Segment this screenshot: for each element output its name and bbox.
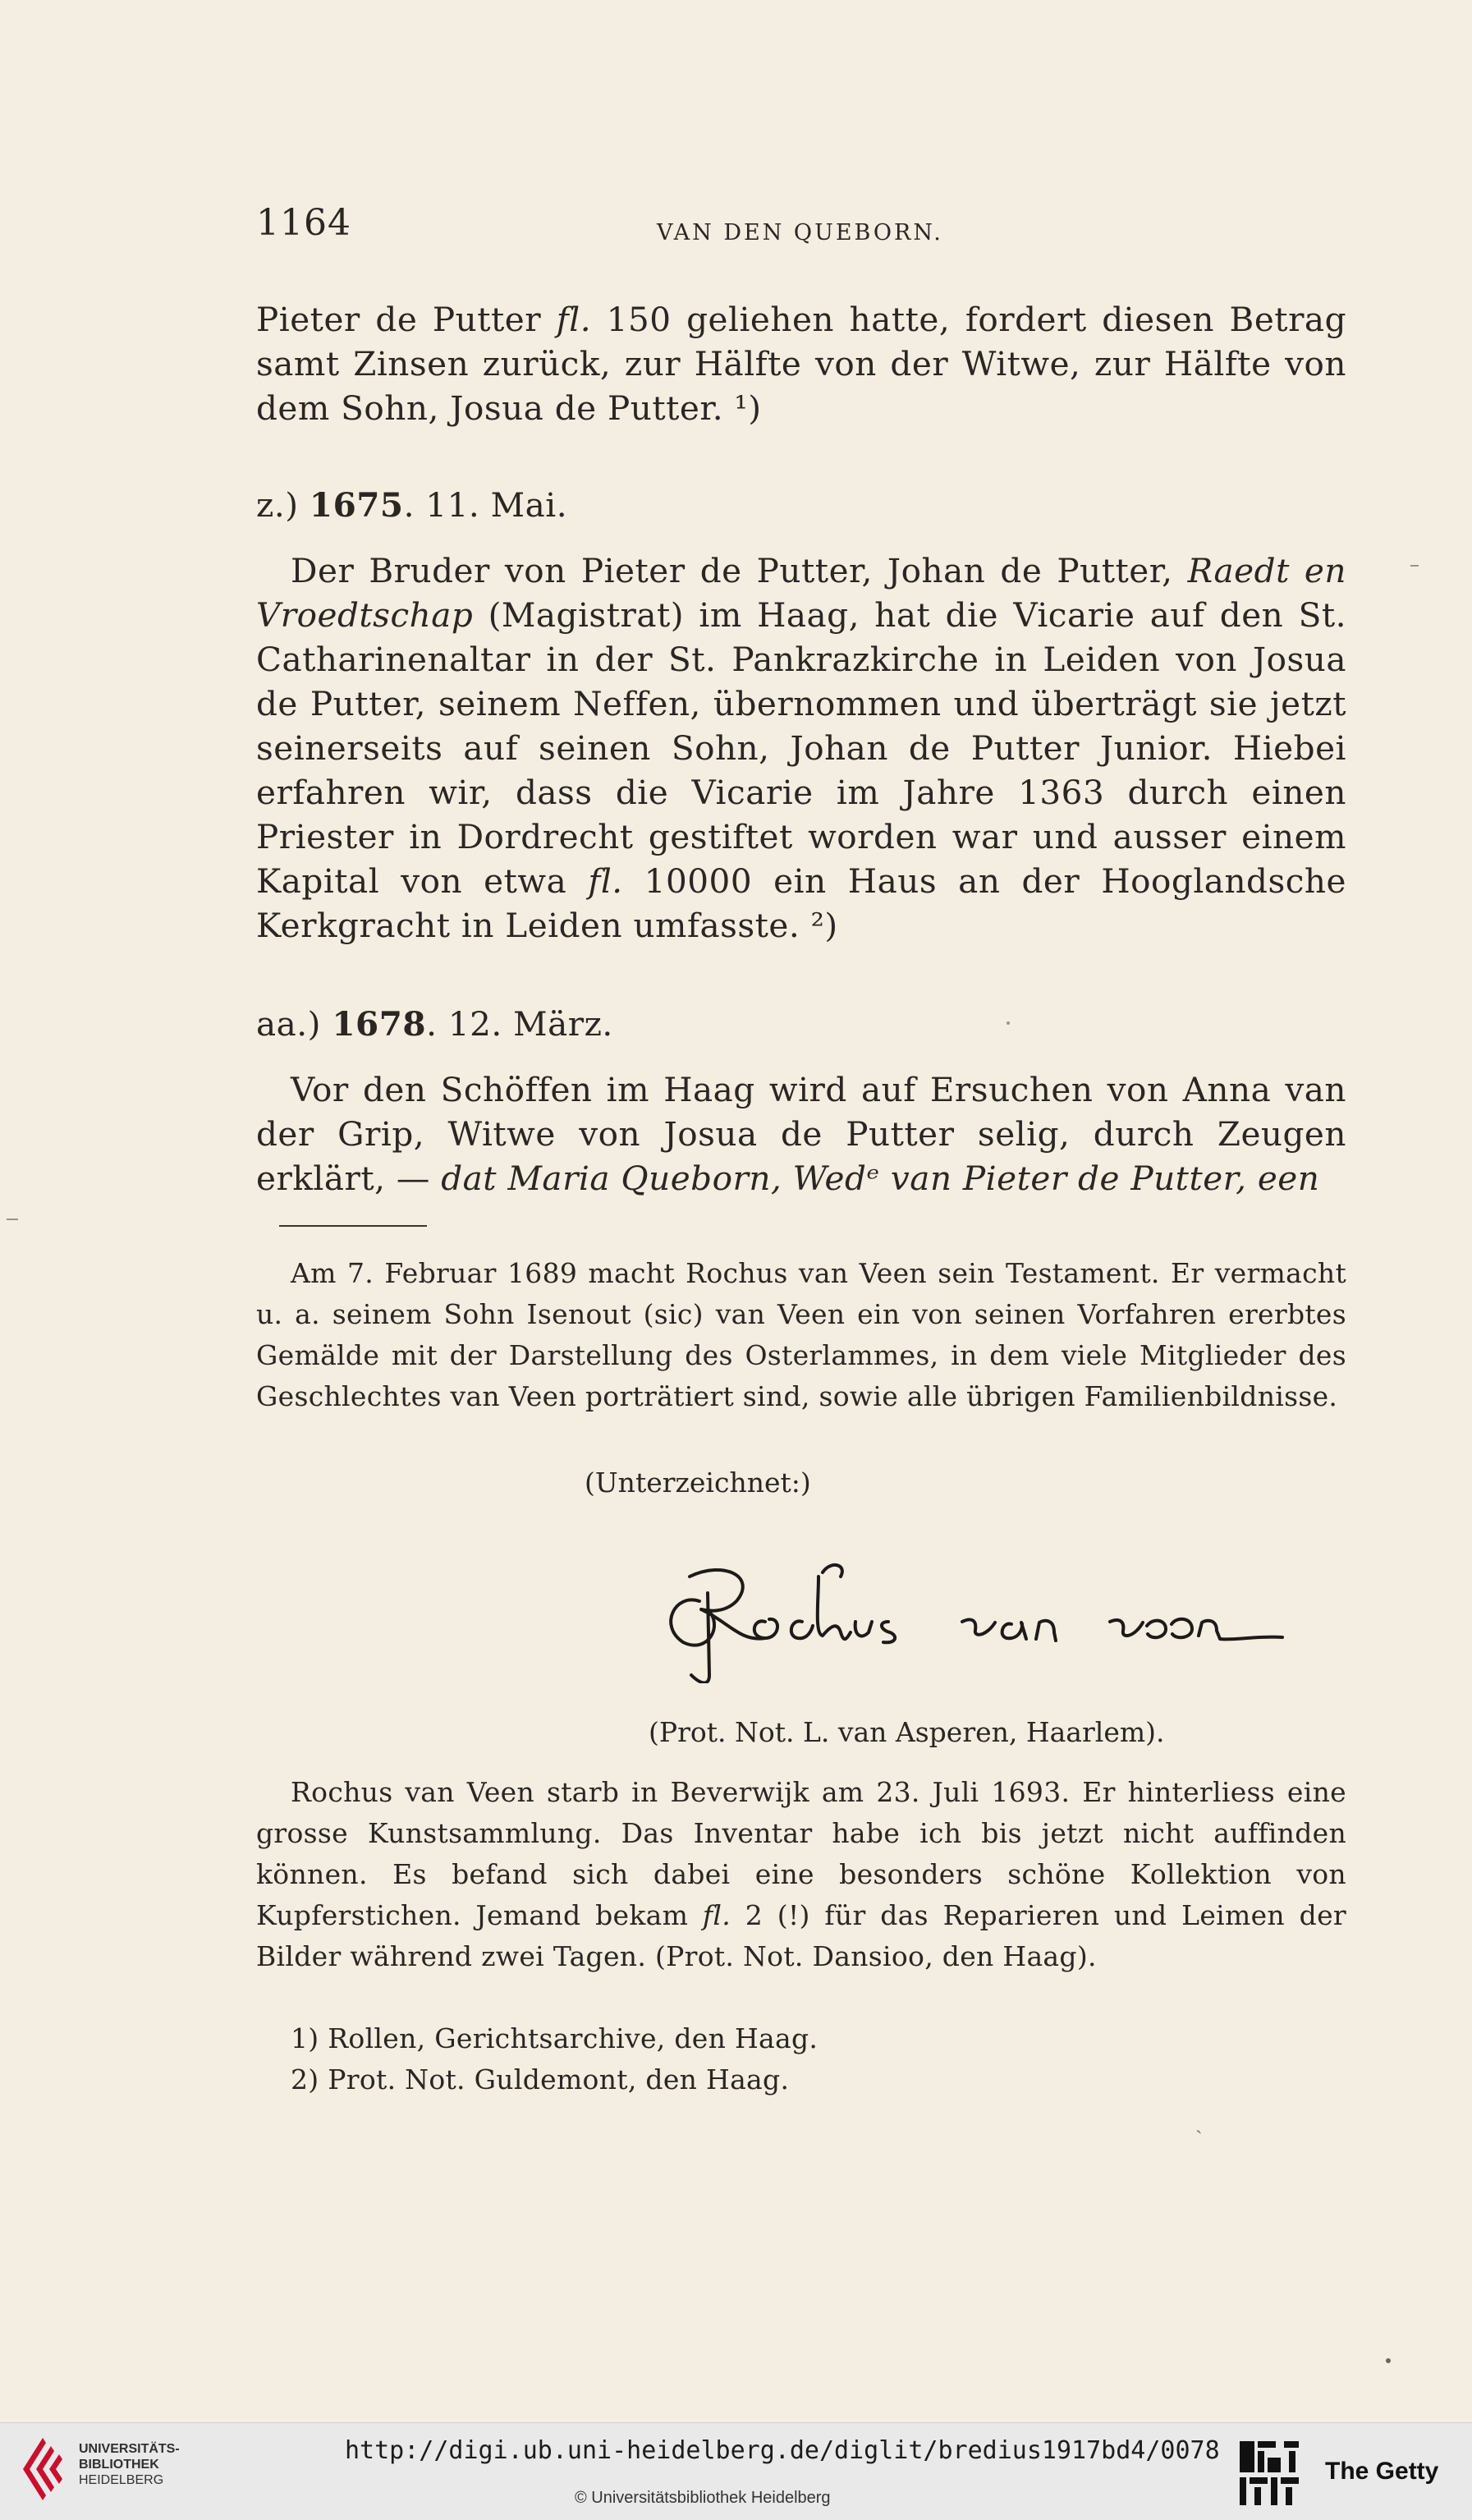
note-estate-text-a: Rochus van Veen starb in Beverwijk am 23. Juli 1693. Er hinterliess eine grosse Kunstsammlung. Das Inventar habe ich bis jetzt nicht auffinden können. Es befand sich dabei eine besonders schöne Kollektion von Kupferstichen. Jemand bekam: [256, 1776, 1346, 1931]
scan-speck: [1410, 565, 1419, 567]
florin-abbrev: fl.: [556, 300, 592, 339]
note-testament-text: Am 7. Februar 1689 macht Rochus van Veen sein Testament. Er vermacht u. a. seinem Sohn Isenout (sic) van Veen ein von seinen Vorfahren ererbtes Gemälde mit der Darstellung des Osterlammes, in dem viele Mitglieder des Geschlechtes van Veen porträtiert sind, sowie alle übrigen Familienbildnisse.: [256, 1257, 1346, 1412]
library-name: [79, 2441, 180, 2488]
heading-aa-year: 1678: [332, 1004, 427, 1044]
paragraph-1: [256, 297, 1346, 430]
entry-heading-aa: [256, 1002, 1346, 1046]
signed-label: (Unterzeichnet:): [585, 1467, 811, 1499]
footnote-list: [256, 2018, 1346, 2100]
heading-aa-date: . 12. März.: [426, 1004, 613, 1044]
scan-mark: ˏ: [1195, 2110, 1203, 2135]
note-estate-text-b: 2 (!) für das Reparieren und Leimen der Bilder während zwei Tagen. (Prot. Not. Dansioo, den Haag).: [256, 1899, 1347, 1972]
footnote-1: 1) Rollen, Gerichtsarchive, den Haag.: [291, 2022, 819, 2054]
heidelberg-library-logo-icon: [18, 2431, 67, 2505]
footnote-2: 2) Prot. Not. Guldemont, den Haag.: [291, 2063, 790, 2095]
note-testament: [256, 1253, 1346, 1417]
copyright-notice: © Universitätsbibliothek Heidelberg: [575, 2489, 831, 2507]
paragraph-2-text-c: 10000 ein Haus an der Hooglandsche Kerkgracht in Leiden umfasste. ²): [256, 861, 1346, 945]
paragraph-3-italic: dat Maria Queborn, Wedᵉ van Pieter de Putter, een: [441, 1159, 1320, 1198]
getty-logo-icon: [1238, 2438, 1300, 2509]
florin-abbrev: fl.: [588, 861, 623, 901]
florin-abbrev: fl.: [702, 1899, 731, 1931]
heading-aa-label: aa.): [256, 1004, 332, 1044]
paragraph-2: [256, 549, 1346, 948]
paragraph-1-text-b: 150 geliehen hatte, fordert diesen Betrag samt Zinsen zurück, zur Hälfte von der Witwe, zur Hälfte von dem Sohn, Josua de Putter. ¹): [256, 300, 1346, 428]
page-number: 1164: [256, 202, 351, 244]
source-citation: (Prot. Not. L. van Asperen, Haarlem).: [649, 1716, 1165, 1748]
paragraph-2-italic: Raedt en Vroedtschap: [256, 551, 1346, 635]
library-name-line-3: HEIDELBERG: [79, 2473, 164, 2487]
permalink-url[interactable]: http://digi.ub.uni-heidelberg.de/diglit/bredius1917bd4/0078: [345, 2436, 1220, 2465]
heading-z-year: 1675: [309, 485, 404, 525]
running-title: VAN DEN QUEBORN.: [657, 220, 943, 246]
scan-speck: [1386, 2358, 1391, 2363]
paragraph-1-text-a: Pieter de Putter: [256, 300, 557, 339]
heading-z-date: . 11. Mai.: [403, 485, 568, 525]
scan-speck: [7, 1219, 18, 1220]
paragraph-3-text-a: Vor den Schöffen im Haag wird auf Ersuchen von Anna van der Grip, Witwe von Josua de Putter selig, durch Zeugen erklärt, —: [256, 1070, 1346, 1198]
getty-label: The Getty: [1325, 2458, 1439, 2485]
handwritten-signature: [650, 1544, 1356, 1683]
paragraph-2-text-b: (Magistrat) im Haag, hat die Vicarie auf den St. Catharinenaltar in der St. Pankrazkirche in Leiden von Josua de Putter, seinem Neffen, übernommen und überträgt sie jetzt seinerseits auf seinen Sohn, Johan de Putter Junior. Hiebei erfahren wir, dass die Vicarie im Jahre 1363 durch einen Priester in Dordrecht gestiftet worden war und ausser einem Kapital von etwa: [256, 595, 1346, 901]
library-name-line-1: UNIVERSITÄTS-: [79, 2442, 180, 2456]
scan-speck: [1007, 1021, 1010, 1025]
heading-z-label: z.): [256, 485, 310, 525]
note-estate: [256, 1772, 1346, 1977]
paragraph-3: [256, 1067, 1346, 1200]
entry-heading-z: [256, 483, 1346, 527]
footnote-divider: [279, 1225, 427, 1227]
library-name-line-2: BIBLIOTHEK: [79, 2458, 159, 2472]
viewer-footer: [0, 2422, 1472, 2520]
paragraph-2-text-a: Der Bruder von Pieter de Putter, Johan de Putter,: [291, 551, 1188, 590]
